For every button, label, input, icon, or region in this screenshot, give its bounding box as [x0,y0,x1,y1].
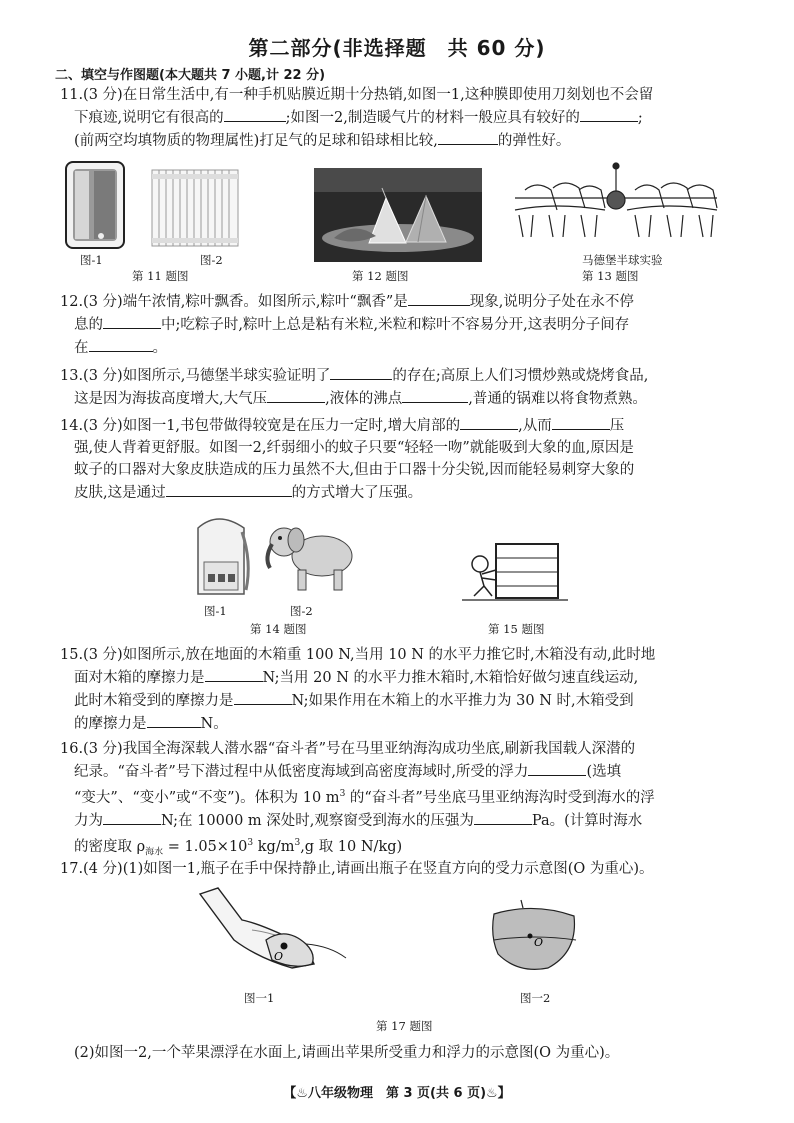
svg-text:O: O [274,950,284,963]
answer-blank[interactable] [528,760,586,776]
phone-film-image [66,162,124,248]
answer-blank[interactable] [267,387,325,403]
question-15: 15.(3 分)如图所示,放在地面的木箱重 100 N,当用 10 N 的水平力推它时,木箱没有动,此时地 面对木箱的摩擦力是 N;当用 20 N 的水平力推木箱时,木箱恰好做匀速直线运动, 此时木箱受到的摩擦力是 N;如果作用在木箱上的水平推力为 30 N 时,木箱受到 的摩擦力是 N。 [60,647,656,732]
question-11: 11.(3 分)在日常生活中,有一种手机贴膜近期十分热销,如图一1,这种膜即使用刀刻划也不会留 下痕迹,说明它有很高的 ;如图一2,制造暖气片的材料一般应具有较好的 ; (前两空均填物质的物理属性)打足气的足球和铅球相比较, 的弹性好。 [60,87,654,149]
answer-blank[interactable] [89,336,153,352]
figure-17-1-bottle [196,884,348,970]
exam-page: 第二部分(非选择题 共 60 分) 二、填空与作图题(本大题共 7 小题,计 22 分) 11.(3 分)在日常生活中,有一种手机贴膜近期十分热销,如图一1,这种膜即使用刀刻划也不会留 下痕迹,说明它有很高的 ;如图一2,制造暖气片的材料一般应具有较好的 ; (前两空均填物质的物理属性)打足气的足球和铅球相比较, 的弹性好。 图-1 图-2 第 11 题图 第 12 题图 马德堡半球实验 第 13 题图 12.(3 分)端午浓情,粽叶飘香。如图所示,粽叶“飘香”是 现象,说明分子处在永不停 息的 中;吃粽子时,粽叶上总是粘有米粒,米粒和粽叶不容易分开,这表明分子间存 在 。 13.(3 分)如图所示,马德堡半球实验证明了 的存在;高原上人们习惯炒熟或烧烤食品, 这是因为海拔高度增大,大气压 ,液体的沸点 ,普通的锅难以将食物煮熟。 14.(3 分)如图一1,书包带做得较宽是在压力一定时,增大肩部的 ,从而 压 强,使人背着更舒服。如图一2,纤弱细小的蚊子只要“轻轻一吻”就能吸到大象的血,原因是 蚊子的口器对大象皮肤造成的压力虽然不大,但由于口器十分尖锐,因而能轻易刺穿大象的 皮肤,这是通过 的方式增大了压强。 图-1 图-2 第 14 题图 第 15 题图 15.(3 分)如图所示,放在地面的木箱重 100 N,当用 10 N 的水平力推它时,木箱没有动,此时地 面对木箱的摩擦力是 N;当用 20 N 的水平力推木箱时,木箱恰好做匀速直线运动, 此时木箱受到的摩擦力是 N;如果作用在木箱上的水平推力为 30 N 时,木箱受到 的摩擦力是 N。 16.(3 分)我国全海深载人潜水器“奋斗者”号在马里亚纳海沟成功坐底,刷新我国载人深潜的 纪录。“奋斗者”号下潜过程中从低密度海域到高密度海域时,所受的浮力 (选填 “变大”、“变小”或“不变”)。体积为 10 $m^3$ 的“奋斗者”号坐底马里亚纳海沟时受到海水的浮 力为 N;在 10000 m 深处时,观察窗受到海水的压强为 Pa。(计算时海水 的密度取 $\rho_{海水} = 1.05\times 10^3$ $kg/m^3,g$ 取 10 N/kg) 17.(4 分)(1)如图一1,瓶子在手中保持静止,请画出瓶子在竖直方向的受力示意图(O 为重心)。 O 图一1 O 图一2 第 17 题图 (2)如图一2,一个苹果漂浮在水面上,请画出苹果所受重力和浮力的示意图(O 为重心)。 【♨八年级物理 第 3 页(共 6 页)♨】 [0,0,794,1123]
question-14: 14.(3 分)如图一1,书包带做得较宽是在压力一定时,增大肩部的 ,从而 压 强,使人背着更舒服。如图一2,纤弱细小的蚊子只要“轻轻一吻”就能吸到大象的血,原因是 蚊子的口器对大象皮肤造成的压力虽然不大,但由于口器十分尖锐,因而能轻易刺穿大象的 皮肤,这是通过 的方式增大了压强。 [60,414,750,504]
figure-12-zongzi [314,168,482,262]
page-footer: 【♨八年级物理 第 3 页(共 6 页)♨】 [283,1086,511,1101]
answer-blank[interactable] [147,712,201,728]
answer-blank[interactable] [224,106,286,122]
question-13: 13.(3 分)如图所示,马德堡半球实验证明了 的存在;高原上人们习惯炒熟或烧烤食品, 这是因为海拔高度增大,大气压 ,液体的沸点 ,普通的锅难以将食物煮熟。 [60,364,750,410]
question-12: 12.(3 分)端午浓情,粽叶飘香。如图所示,粽叶“飘香”是 现象,说明分子处在永不停 息的 中;吃粽子时,粽叶上总是粘有米粒,米粒和粽叶不容易分开,这表明分子间存 在 。 [60,290,750,359]
svg-text:O: O [534,936,544,949]
answer-blank[interactable] [166,481,292,497]
answer-blank[interactable] [205,666,263,682]
answer-blank[interactable] [402,387,468,403]
question-17: 17.(4 分)(1)如图一1,瓶子在手中保持静止,请画出瓶子在竖直方向的受力示意图(O 为重心)。 [60,861,654,877]
answer-blank[interactable] [234,689,292,705]
radiator-image [152,170,238,246]
answer-blank[interactable] [438,129,498,145]
answer-blank[interactable] [103,313,161,329]
answer-blank[interactable] [330,364,392,380]
elephant-image [267,528,352,590]
answer-blank[interactable] [474,809,532,825]
figure-15-crate [462,538,568,606]
section-heading: 二、填空与作图题(本大题共 7 小题,计 22 分) [55,68,326,83]
question-17-part-2: (2)如图一2,一个苹果漂浮在水面上,请画出苹果所受重力和浮力的示意图(O 为重心)。 [74,1045,620,1061]
answer-blank[interactable] [103,809,161,825]
backpack-image [198,519,248,594]
figure-13-magdeburg [505,160,727,252]
answer-blank[interactable] [552,414,610,430]
answer-blank[interactable] [580,106,638,122]
answer-blank[interactable] [408,290,470,306]
figure-17-2-apple [488,896,580,976]
answer-blank[interactable] [460,414,518,430]
page-title: 第二部分(非选择题 共 60 分) [248,36,546,60]
figure-14 [184,510,362,602]
figure-11 [64,160,244,255]
question-16: 16.(3 分)我国全海深载人潜水器“奋斗者”号在马里亚纳海沟成功坐底,刷新我国载人深潜的 纪录。“奋斗者”号下潜过程中从低密度海域到高密度海域时,所受的浮力 (选填 “变大”、“变小”或“不变”)。体积为 10 $m^3$ 的“奋斗者”号坐底马里亚纳海沟时受到海水的浮 力为 N;在 10000 m 深处时,观察窗受到海水的压强为 Pa。(计算时海水 的密度取 $\rho_{海水} = 1.05\times 10^3$ $kg/m^3,g$ 取 10 N/kg) [60,741,655,858]
